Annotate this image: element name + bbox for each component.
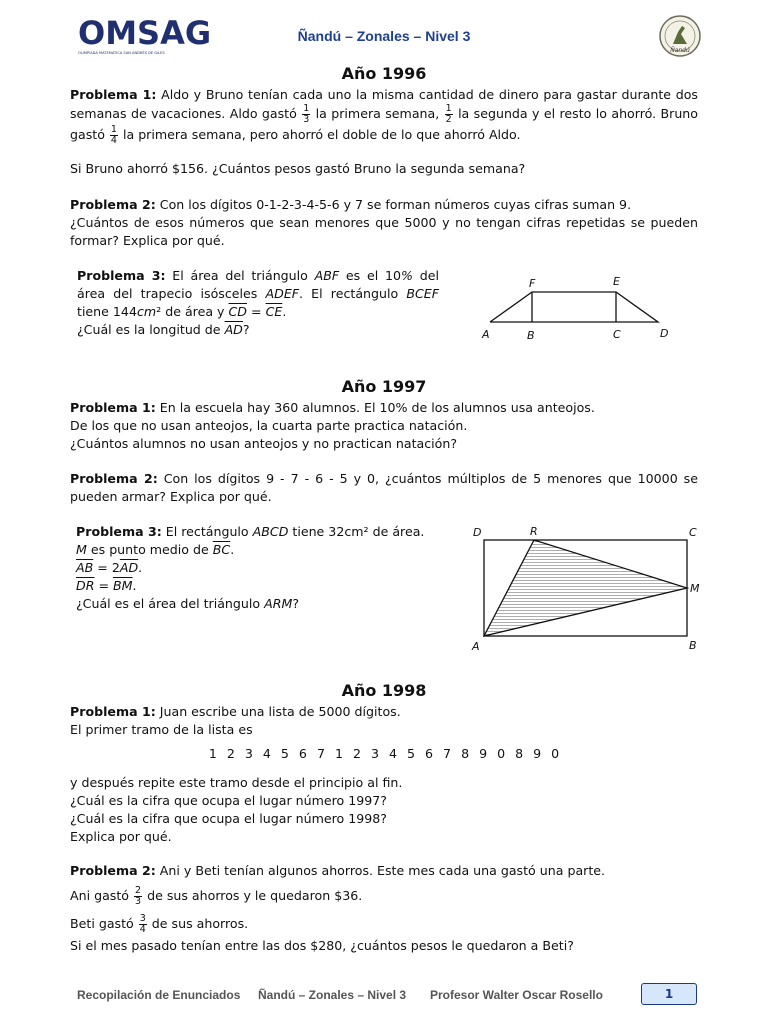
fraction: $\frac{2}{3}$ xyxy=(135,885,142,907)
problem-1996-1 xyxy=(70,86,698,146)
vertex-label-e: E xyxy=(613,275,620,288)
problem-1996-3: Problema 3: El área del triángulo ABF es el 10% del área del trapecio isósceles ADEF. El rectángulo BCEF tiene 144cm² de área y $\overline{CD} = \overline{CE}$. ¿Cuál es la longitud de $\overline{AD}$? xyxy=(77,268,439,337)
nandu-seal-logo xyxy=(658,14,702,58)
rectangle-triangle-figure xyxy=(466,522,706,656)
fraction: $\frac{1}{3}$ xyxy=(303,103,310,125)
problem-label: Problema 2: xyxy=(70,471,158,486)
seal-text: Ñandú xyxy=(670,47,690,54)
vertex-label-c: C xyxy=(613,328,621,341)
year-1998-heading: Año 1998 xyxy=(341,681,427,700)
problem-label: Problema 1: xyxy=(70,704,156,719)
problem-label: Problema 3: xyxy=(76,524,162,539)
vertex-label-c: C xyxy=(689,526,697,539)
problem-1996-1-question: Si Bruno ahorró $156. ¿Cuántos pesos gastó Bruno la segunda semana? xyxy=(70,161,526,176)
problem-text: Aldo y Bruno tenían cada uno la misma cantidad de dinero para gastar durante dos semanas de vacaciones. Aldo gastó xyxy=(70,87,698,121)
problem-text: la primera semana, xyxy=(311,106,444,121)
footer-right: Profesor Walter Oscar Rosello xyxy=(430,988,603,1002)
vertex-label-r: R xyxy=(530,525,538,538)
logo-text: OMSAG xyxy=(78,14,212,52)
problem-1997-3: Problema 3: El rectángulo ABCD tiene 32cm² de área. M es punto medio de $\overline{BC}$. $\overline{AB} = 2\overline{AD}$. $\overline{DR} = \overline{BM}$. ¿Cuál es el área del triángulo ARM? xyxy=(76,524,425,611)
vertex-label-b: B xyxy=(527,329,535,342)
problem-label: Problema 2: xyxy=(70,197,156,212)
problem-1996-2 xyxy=(70,196,698,250)
problem-label: Problema 3: xyxy=(77,268,166,283)
digit-sequence: 1 2 3 4 5 6 7 1 2 3 4 5 6 7 8 9 0 8 9 0 xyxy=(208,746,560,761)
problem-text: Con los dígitos 0-1-2-3-4-5-6 y 7 se forman números cuyas cifras suman 9. xyxy=(155,197,632,212)
year-1996-heading: Año 1996 xyxy=(341,64,427,83)
footer-middle: Ñandú – Zonales – Nivel 3 xyxy=(258,988,407,1002)
vertex-label-d: D xyxy=(660,327,669,340)
problem-text: la primera semana, pero ahorró el doble de lo que ahorró Aldo. xyxy=(118,127,521,142)
vertex-label-f: F xyxy=(529,277,536,290)
fraction: $\frac{3}{4}$ xyxy=(139,913,146,935)
problem-1998-2-beti: Beti gastó $\frac{3}{4}$ de sus ahorros. xyxy=(70,913,249,935)
footer-left: Recopilación de Enunciados xyxy=(77,988,241,1002)
problem-label: Problema 1: xyxy=(70,400,156,415)
triangle-arm xyxy=(484,540,687,636)
page-header-title: Ñandú – Zonales – Nivel 3 xyxy=(297,28,471,44)
fraction: $\frac{1}{2}$ xyxy=(445,103,452,125)
vertex-label-a: A xyxy=(482,328,490,341)
problem-label: Problema 2: xyxy=(70,863,156,878)
problem-1998-1: Problema 1: Juan escribe una lista de 5000 dígitos. El primer tramo de la lista es xyxy=(70,704,401,737)
problem-1998-2-ani: Ani gastó $\frac{2}{3}$ de sus ahorros y le quedaron $36. xyxy=(70,885,363,907)
problem-1997-2: Problema 2: Con los dígitos 9 - 7 - 6 - 5 y 0, ¿cuántos múltiplos de 5 menores que 10000 se pueden armar? Explica por qué. xyxy=(70,471,698,504)
problem-label: Problema 1: xyxy=(70,87,157,102)
problem-1998-1-questions: y después repite este tramo desde el principio al fin. ¿Cuál es la cifra que ocupa el lugar número 1997? ¿Cuál es la cifra que ocupa el lugar número 1998? Explica por qué. xyxy=(70,775,403,844)
trapezoid-figure xyxy=(474,272,674,346)
page-number-badge: 1 xyxy=(641,983,697,1005)
logo-subtitle: OLIMPIADA MATEMÁTICA SAN ANDRÉS DE GILES xyxy=(78,51,165,55)
vertex-label-a: A xyxy=(472,640,480,653)
problem-1998-2: Problema 2: Ani y Beti tenían algunos ahorros. Este mes cada una gastó una parte. xyxy=(70,863,606,878)
problem-text: ¿Cuántos de esos números que sean menores que 5000 y no tengan cifras repetidas se pueden formar? Explica por qué. xyxy=(70,215,698,248)
fraction: $\frac{1}{4}$ xyxy=(110,124,117,146)
vertex-label-m: M xyxy=(690,582,700,595)
year-1997-heading: Año 1997 xyxy=(341,377,427,396)
trapezoid-outline xyxy=(490,292,658,322)
problem-1997-1: Problema 1: En la escuela hay 360 alumnos. El 10% de los alumnos usa anteojos. De los que no usan anteojos, la cuarta parte practica natación. ¿Cuántos alumnos no usan anteojos y no practican natación? xyxy=(70,400,595,451)
problem-1998-2-question: Si el mes pasado tenían entre las dos $280, ¿cuántos pesos le quedaron a Beti? xyxy=(70,938,574,953)
vertex-label-d: D xyxy=(473,526,482,539)
vertex-label-b: B xyxy=(689,639,697,652)
problem-text: la segunda y el resto lo ahorró. Bruno gastó xyxy=(70,106,698,142)
